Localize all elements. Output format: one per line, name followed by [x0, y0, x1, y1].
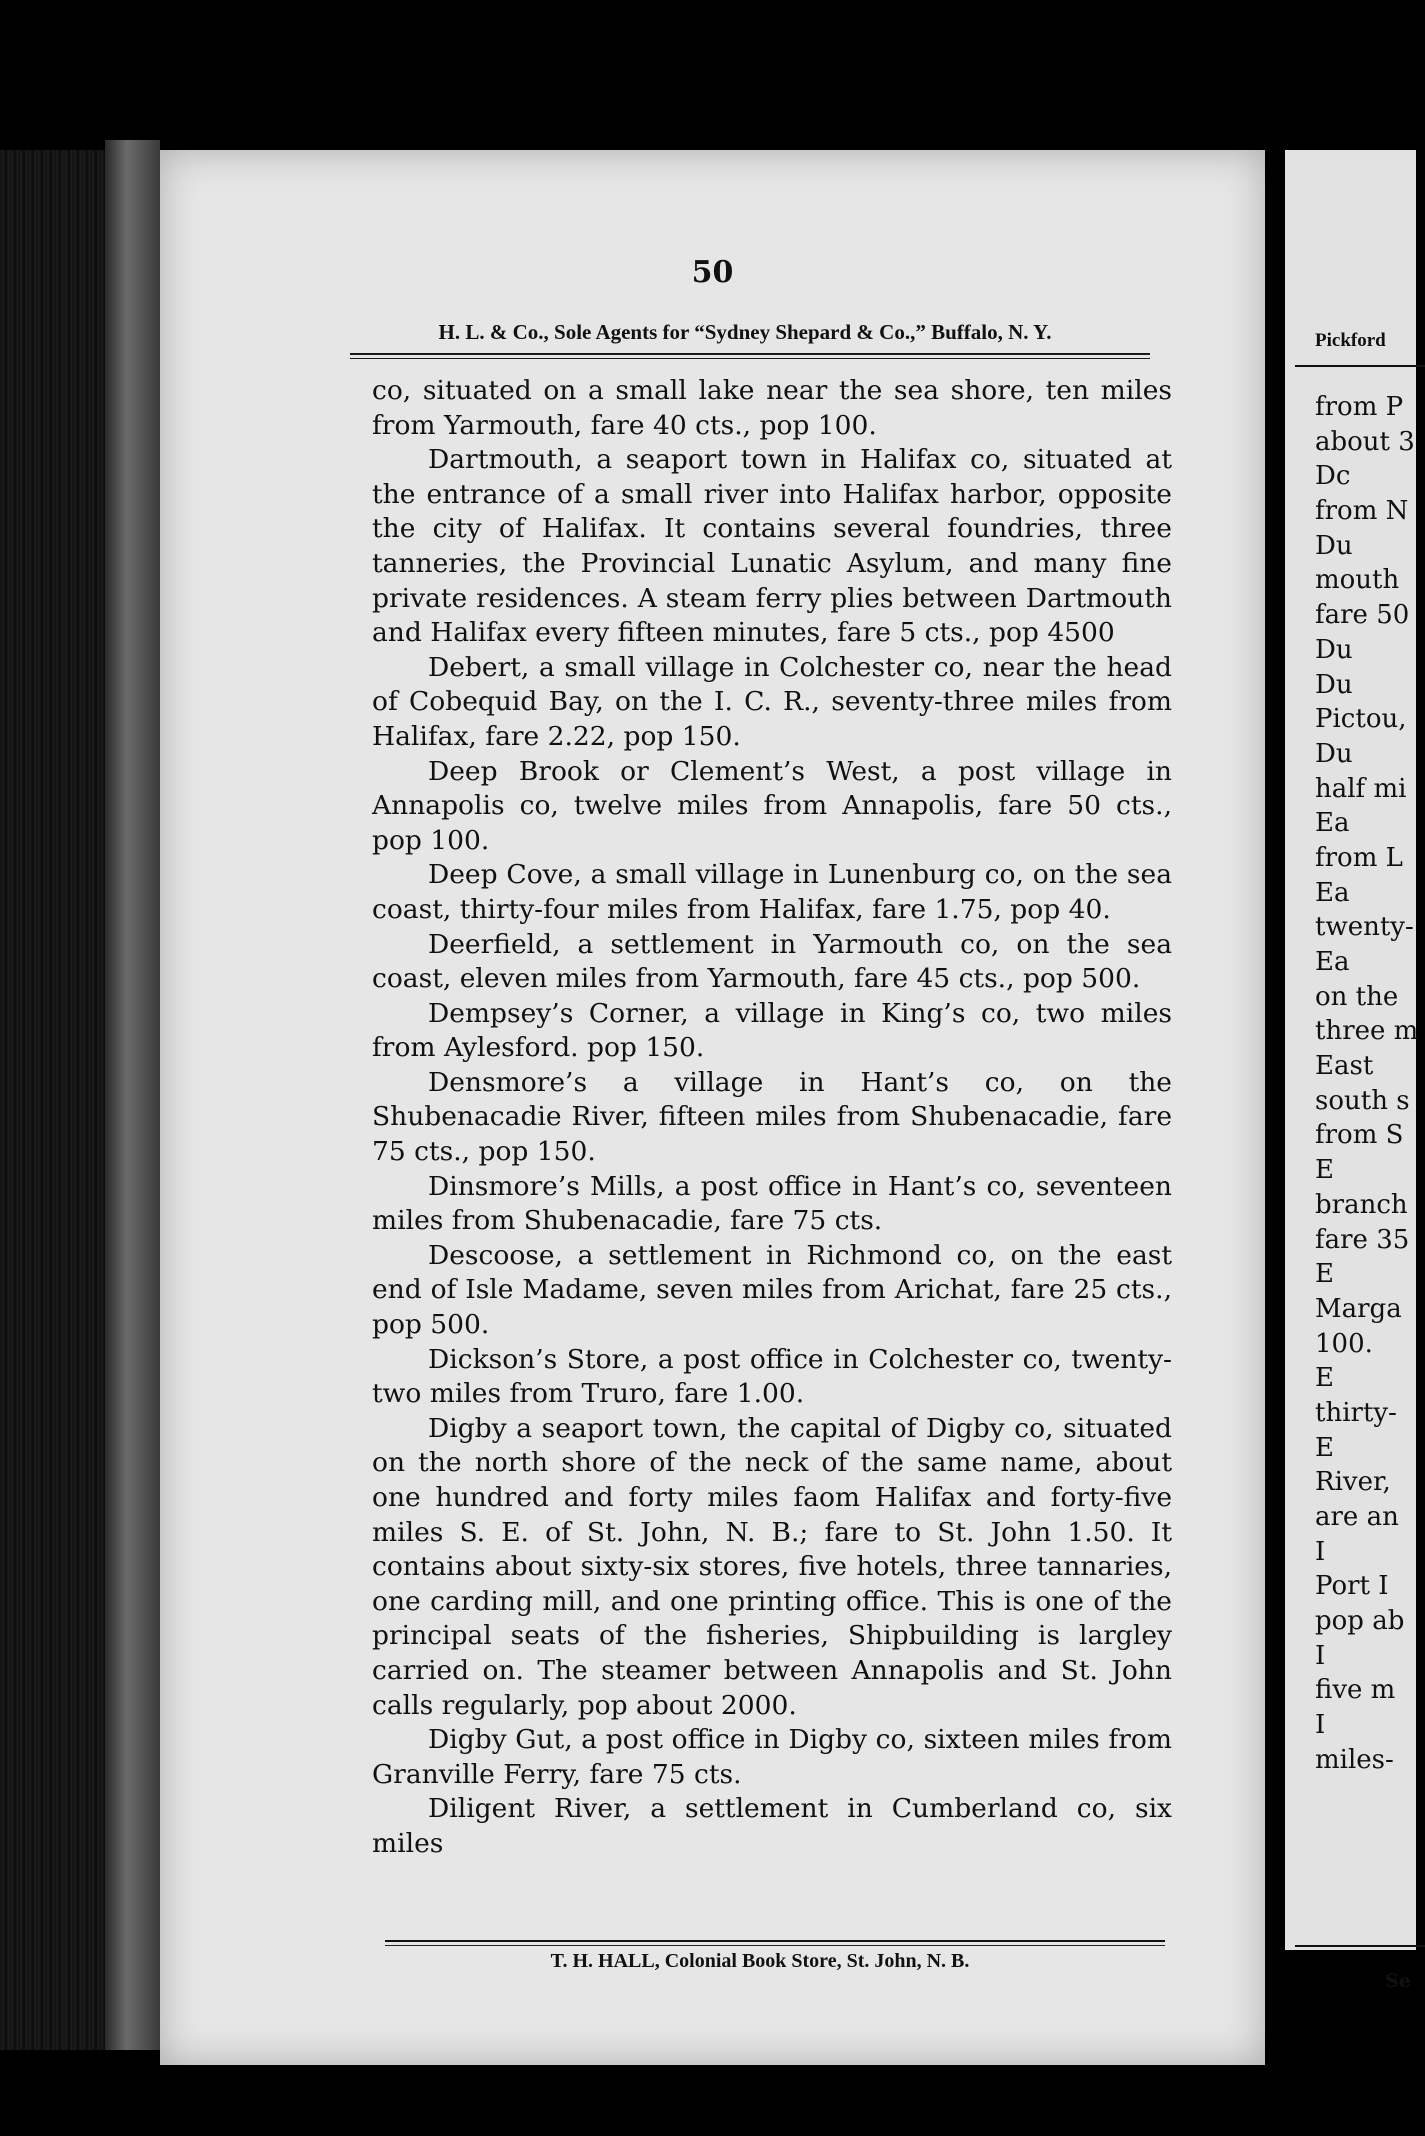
facing-line: from P	[1315, 392, 1404, 422]
facing-line: Du	[1315, 738, 1353, 769]
page-number: 50	[691, 255, 734, 290]
paragraph: Debert, a small village in Colchester co, near the head of Cobequid Bay, on the I. C. R., seventy-three miles from Halifax, fare 2.22, pop 150.	[372, 651, 1172, 752]
facing-line: 100.	[1315, 1328, 1373, 1359]
facing-line: from S	[1315, 1120, 1404, 1151]
facing-line: Ea	[1315, 947, 1350, 977]
facing-line: E	[1315, 1432, 1334, 1463]
facing-line: Marga	[1315, 1293, 1402, 1324]
facing-line: south s	[1315, 1085, 1410, 1116]
facing-line: East	[1315, 1051, 1374, 1082]
facing-line: branch	[1315, 1189, 1408, 1220]
facing-line: from L	[1315, 842, 1403, 873]
facing-line: five m	[1315, 1675, 1396, 1706]
facing-line: pop ab	[1315, 1606, 1405, 1637]
facing-line: mouth	[1315, 565, 1400, 596]
facing-line: Ea	[1315, 808, 1350, 839]
header-rule	[350, 353, 1150, 355]
facing-line: about 3	[1315, 426, 1415, 457]
footer-rule-thin	[385, 1945, 1165, 1946]
facing-line: on the	[1315, 981, 1399, 1012]
facing-line: E	[1315, 1363, 1334, 1394]
facing-header-rule	[1295, 365, 1425, 367]
facing-line: half mi	[1315, 773, 1407, 804]
paragraph: Deep Cove, a small village in Lunenburg co, on the sea coast, thirty-four miles from Halifax, fare 1.75, pop 40.	[372, 859, 1172, 925]
facing-page-footer: Se	[1385, 1970, 1411, 1992]
facing-line: E	[1315, 1259, 1334, 1290]
facing-footer-rule	[1295, 1945, 1425, 1947]
facing-line: are an	[1315, 1502, 1399, 1532]
footer-rule	[385, 1940, 1165, 1942]
facing-line: thirty-	[1315, 1397, 1397, 1428]
facing-line: Du	[1315, 530, 1353, 561]
facing-line: River,	[1315, 1467, 1391, 1498]
page-header: H. L. & Co., Sole Agents for “Sydney Shepard & Co.,” Buffalo, N. Y.	[438, 320, 1052, 344]
facing-line: E	[1315, 1155, 1334, 1186]
facing-line: Pictou,	[1315, 704, 1407, 735]
paragraph: Diligent River, a settlement in Cumberland co, six miles	[372, 1793, 1172, 1859]
paragraph: Dickson’s Store, a post office in Colchester co, twenty-two miles from Truro, fare 1.00.	[372, 1343, 1172, 1410]
facing-line: Du	[1315, 634, 1353, 665]
facing-line: miles-	[1315, 1744, 1394, 1775]
facing-page	[1285, 150, 1419, 1992]
paragraph: Digby a seaport town, the capital of Digby co, situated on the north shore of the neck of the same name, about one hundred and forty miles faom Halifax and forty-five miles S. E. of St. John, N. B.; fare to St. John 1.50. It contains about sixty-six stores, five hotels, three tannaries, one carding mill, and one printing office. This is one of the principal seats of the fisheries, Shipbuilding is largley carried on. The steamer between Annapolis and St. John calls regularly, pop about 2000.	[372, 1412, 1172, 1721]
paragraph: Dempsey’s Corner, a village in King’s co, two miles from Aylesford. pop 150.	[372, 997, 1172, 1064]
page-body	[372, 374, 1172, 1862]
facing-line: I	[1315, 1640, 1326, 1671]
paragraph: Densmore’s a village in Hant’s co, on the Shubenacadie River, fifteen miles from Shubenacadie, fare 75 cts., pop 150.	[372, 1066, 1172, 1168]
facing-line: Port I	[1315, 1571, 1389, 1602]
facing-line: Ea	[1315, 877, 1350, 908]
facing-line: Du	[1315, 669, 1353, 700]
paragraph: Dartmouth, a seaport town in Halifax co, situated at the entrance of a small river into Halifax harbor, opposite the city of Halifax. It contains several foundries, three tanneries, the Provincial Lunatic Asylum, and many fine private residences. A steam ferry plies between Dartmouth and Halifax every fifteen minutes, fare 5 cts., pop 4500	[372, 444, 1172, 649]
page-edges	[105, 140, 160, 2050]
paragraph: Deep Brook or Clement’s West, a post village in Annapolis co, twelve miles from Annapolis, fare 50 cts., pop 100.	[372, 755, 1172, 856]
book-gutter	[1265, 150, 1285, 2065]
paragraph: Deerfield, a settlement in Yarmouth co, on the sea coast, eleven miles from Yarmouth, fare 45 cts., pop 500.	[372, 928, 1172, 995]
header-rule-thin	[350, 358, 1150, 359]
facing-line: I	[1315, 1710, 1326, 1741]
facing-line: fare 50	[1315, 600, 1410, 631]
facing-line: I	[1315, 1536, 1326, 1567]
facing-line: Dc	[1315, 461, 1351, 492]
paragraph: Descoose, a settlement in Richmond co, on the east end of Isle Madame, seven miles from Arichat, fare 25 cts., pop 500.	[372, 1239, 1172, 1341]
facing-line: twenty-	[1315, 912, 1414, 943]
facing-page-text	[1315, 390, 1418, 1778]
facing-page-header: Pickford	[1315, 330, 1386, 351]
facing-line: from N	[1315, 496, 1409, 527]
facing-line: fare 35	[1315, 1224, 1410, 1255]
paragraph: Dinsmore’s Mills, a post office in Hant’s co, seventeen miles from Shubenacadie, fare 75 cts.	[372, 1170, 1172, 1237]
page-footer: T. H. HALL, Colonial Book Store, St. John, N. B.	[550, 1950, 970, 1972]
paragraph: Digby Gut, a post office in Digby co, sixteen miles from Granville Ferry, fare 75 cts.	[372, 1724, 1172, 1790]
book-page	[160, 150, 1265, 2065]
facing-line: three m	[1315, 1016, 1419, 1047]
paragraph: co, situated on a small lake near the sea shore, ten miles from Yarmouth, fare 40 cts., pop 100.	[372, 375, 1172, 441]
